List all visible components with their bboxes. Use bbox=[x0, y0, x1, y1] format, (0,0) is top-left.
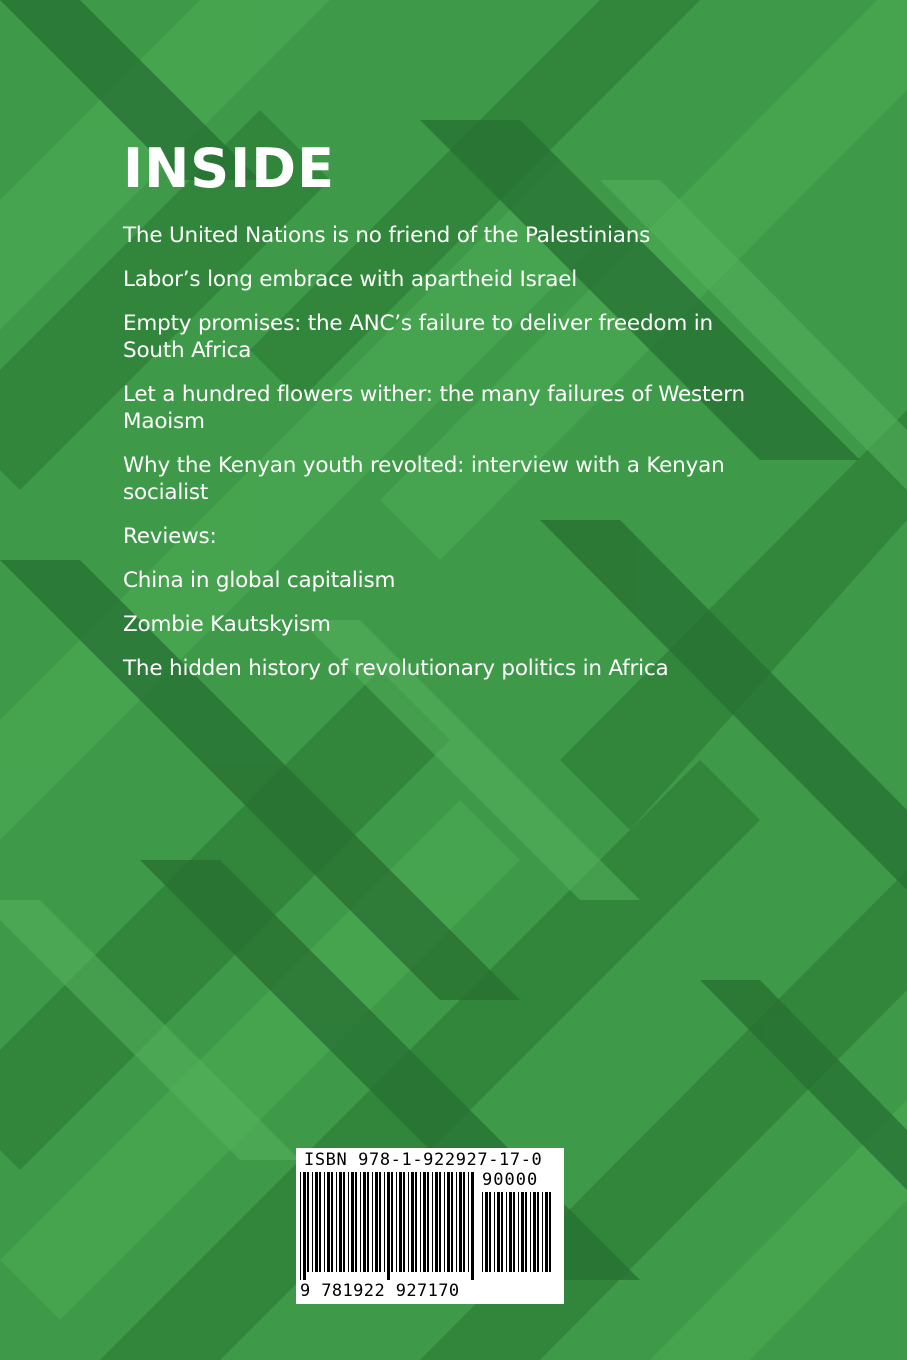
contents-item: Why the Kenyan youth revolted: interview with a Kenyan socialist bbox=[123, 453, 725, 505]
barcode-bar bbox=[518, 1192, 519, 1272]
barcode-bar bbox=[351, 1172, 354, 1272]
ean-digits: 9 781922 927170 bbox=[300, 1281, 460, 1301]
barcode-bar bbox=[303, 1172, 306, 1280]
barcode-bar bbox=[497, 1192, 500, 1272]
barcode-bar bbox=[482, 1192, 483, 1272]
contents-item: The hidden history of revolutionary politics in Africa bbox=[123, 656, 669, 681]
barcode-bar bbox=[312, 1172, 313, 1272]
barcode-bar bbox=[343, 1172, 345, 1272]
addon-barcode-bars bbox=[482, 1192, 554, 1280]
contents-list bbox=[123, 222, 763, 699]
inside-heading: INSIDE bbox=[123, 137, 335, 200]
barcode-bar bbox=[530, 1192, 531, 1272]
barcode-bar bbox=[324, 1172, 325, 1272]
barcode-bar bbox=[447, 1172, 450, 1272]
barcode-bar bbox=[415, 1172, 417, 1272]
barcode-bar bbox=[427, 1172, 429, 1272]
barcode-bar bbox=[363, 1172, 366, 1272]
barcode-bar bbox=[384, 1172, 385, 1272]
barcode-bar bbox=[387, 1172, 390, 1280]
barcode-bar bbox=[403, 1172, 405, 1272]
contents-item: Let a hundred flowers wither: the many failures of Western Maoism bbox=[123, 382, 745, 434]
barcode-bar bbox=[399, 1172, 402, 1272]
barcode-bar bbox=[408, 1172, 409, 1272]
barcode-bar bbox=[545, 1192, 548, 1272]
barcode-bar bbox=[420, 1172, 421, 1272]
barcode-bar bbox=[391, 1172, 393, 1272]
barcode-bar bbox=[444, 1172, 445, 1272]
contents-item: China in global capitalism bbox=[123, 568, 396, 593]
contents-item: Labor’s long embrace with apartheid Israel bbox=[123, 267, 577, 292]
isbn-barcode bbox=[296, 1148, 564, 1304]
barcode-bar bbox=[506, 1192, 507, 1272]
price-code-label: 90000 bbox=[482, 1170, 539, 1190]
barcode-bar bbox=[327, 1172, 330, 1272]
barcode-bar bbox=[423, 1172, 426, 1272]
barcode-bar bbox=[411, 1172, 414, 1272]
ean-barcode-bars bbox=[300, 1172, 476, 1280]
barcode-bar bbox=[435, 1172, 438, 1272]
barcode-bar bbox=[331, 1172, 333, 1272]
barcode-bar bbox=[396, 1172, 397, 1272]
barcode-bar bbox=[379, 1172, 381, 1272]
barcode-bar bbox=[307, 1172, 309, 1272]
barcode-bar bbox=[439, 1172, 441, 1272]
barcode-bar bbox=[489, 1192, 491, 1272]
barcode-bar bbox=[339, 1172, 342, 1272]
barcode-bar bbox=[468, 1172, 469, 1272]
barcode-bar bbox=[537, 1192, 539, 1272]
barcode-bar bbox=[513, 1192, 515, 1272]
barcode-bar bbox=[463, 1172, 465, 1272]
barcode-bar bbox=[319, 1172, 321, 1272]
barcode-bar bbox=[367, 1172, 369, 1272]
barcode-bar bbox=[525, 1192, 527, 1272]
contents-item: Reviews: bbox=[123, 524, 217, 549]
barcode-bar bbox=[549, 1192, 551, 1272]
barcode-bar bbox=[451, 1172, 453, 1272]
barcode-bar bbox=[315, 1172, 318, 1272]
barcode-bar bbox=[501, 1192, 503, 1272]
contents-item: Zombie Kautskyism bbox=[123, 612, 331, 637]
barcode-bar bbox=[509, 1192, 512, 1272]
barcode-bar bbox=[355, 1172, 357, 1272]
barcode-bar bbox=[432, 1172, 433, 1272]
barcode-bar bbox=[300, 1172, 301, 1280]
contents-item: Empty promises: the ANC’s failure to deliver freedom in South Africa bbox=[123, 311, 713, 363]
barcode-bar bbox=[348, 1172, 349, 1272]
barcode-bar bbox=[521, 1192, 524, 1272]
barcode-bar bbox=[494, 1192, 495, 1272]
barcode-bar bbox=[471, 1172, 474, 1280]
contents-item: The United Nations is no friend of the Palestinians bbox=[123, 223, 651, 248]
barcode-bar bbox=[533, 1192, 536, 1272]
barcode-bar bbox=[336, 1172, 337, 1272]
barcode-bar bbox=[360, 1172, 361, 1272]
barcode-bar bbox=[372, 1172, 373, 1272]
barcode-bar bbox=[485, 1192, 488, 1272]
barcode-bar bbox=[459, 1172, 462, 1272]
barcode-bar bbox=[456, 1172, 457, 1272]
barcode-bar bbox=[375, 1172, 378, 1272]
barcode-bar bbox=[542, 1192, 543, 1272]
isbn-label: ISBN 978-1-922927-17-0 bbox=[304, 1150, 543, 1170]
